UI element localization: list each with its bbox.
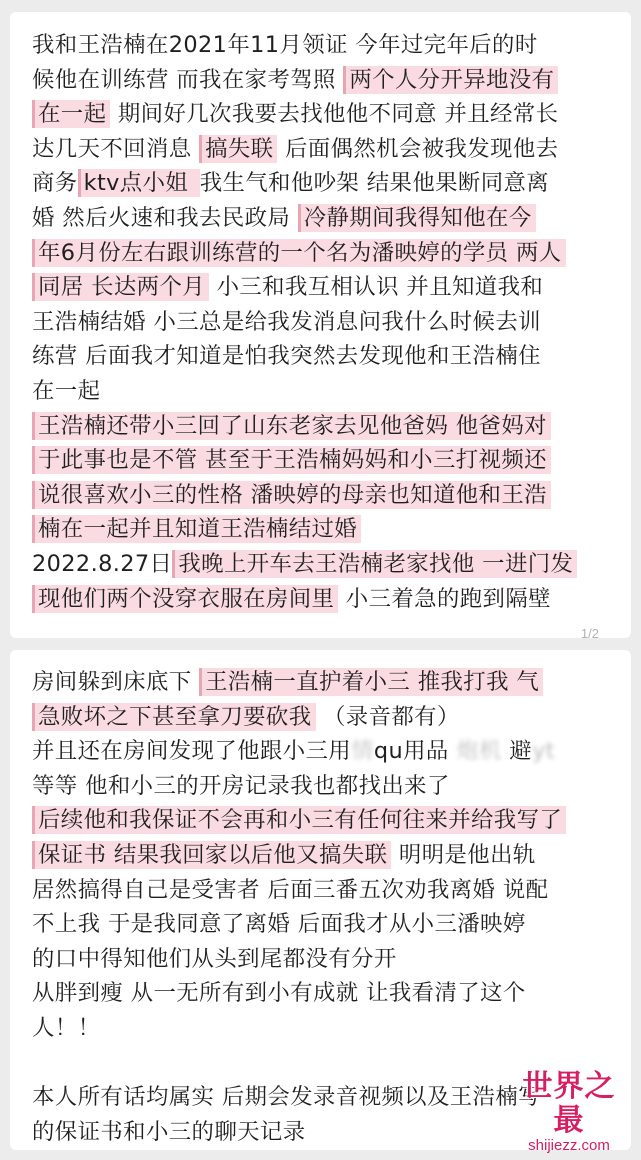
site-watermark [509, 1070, 629, 1154]
text-segment: 后面偶然机会被我发现他去 [277, 135, 559, 162]
text-segment: 等等 他和小三的开房记录我也都找出来了 [32, 772, 450, 799]
text-line [32, 30, 538, 60]
text-line [32, 445, 551, 475]
text-line [32, 978, 526, 1008]
text-line [32, 238, 566, 268]
highlighted-text: 楠在一起并且知道王浩楠结过婚 [32, 515, 361, 543]
text-segment: 期间好几次我要去找他他不同意 并且经常长 [110, 101, 559, 128]
text-line [32, 65, 558, 95]
text-line [32, 771, 450, 801]
message-card-1 [10, 12, 631, 641]
text-segment: 不上我 于是我同意了离婚 后面我才从小三潘映婷 [32, 911, 526, 938]
text-line [32, 667, 543, 697]
text-line [32, 944, 397, 974]
blurred-text: 炮机 [456, 738, 502, 765]
text-line [32, 307, 541, 337]
text-segment: 2022.8.27日 [32, 551, 173, 577]
text-segment: 并且还在房间发现了他跟小三用 [32, 738, 352, 765]
highlighted-text: 后续他和我保证不会再和小三有任何往来并给我写了 [32, 806, 566, 834]
text-segment: 本人所有话均属实 后期会发录音视频以及王浩楠写 [32, 1084, 541, 1111]
text-segment: 明明是他出轨 [391, 842, 536, 868]
highlighted-text: 在一起 [32, 100, 110, 128]
text-line [32, 805, 566, 835]
text-line [32, 99, 558, 129]
text-line [32, 1082, 541, 1112]
text-segment: 婚 然后火速和我去民政局 [32, 205, 298, 231]
page-indicator: 1/2 [580, 626, 599, 641]
text-segment: qu用品 [373, 738, 457, 765]
watermark-url: shijiezz.com [528, 1137, 610, 1154]
highlighted-text: 急败坏之下甚至拿刀要砍我 [32, 703, 316, 731]
text-segment: 居然搞得自己是受害者 后面三番五次劝我离婚 说配 [32, 876, 549, 903]
highlighted-text: 说很喜欢小三的性格 潘映婷的母亲也知道他和王浩 [32, 481, 551, 509]
highlighted-text: 于此事也是不管 甚至于王浩楠妈妈和小三打视频还 [32, 446, 551, 474]
blurred-text: yt [532, 738, 555, 765]
text-line [32, 584, 551, 614]
text-segment: 的保证书和小三的聊天记录 [32, 1118, 306, 1145]
text-line [32, 411, 551, 441]
text-segment: 我和王浩楠在2021年11月领证 今年过完年后的时 [32, 32, 538, 58]
text-line [32, 376, 100, 406]
text-line [32, 549, 577, 579]
text-segment: 的口中得知他们从头到尾都没有分开 [32, 945, 397, 972]
text-line [32, 168, 549, 198]
text-line [32, 341, 541, 371]
highlighted-text: 我晚上开车去王浩楠老家找他 一进门发 [172, 550, 577, 578]
text-segment: 在一起 [32, 378, 101, 404]
text-line [32, 840, 536, 870]
text-segment: 候他在训练营 而我在家考驾照 [32, 66, 344, 93]
highlighted-text: 王浩楠还带小三回了山东老家去见他爸妈 他爸妈对 [32, 412, 551, 440]
text-line [32, 514, 361, 544]
text-segment: 小三和我互相认识 并且知道我和 [209, 274, 544, 301]
text-line [32, 1013, 100, 1043]
text-line [32, 1117, 306, 1147]
text-segment: 人！！ [32, 1015, 101, 1041]
text-line [32, 875, 548, 905]
highlighted-text: 年6月份左右跟训练营的一个名为潘映婷的学员 两人 [32, 239, 566, 267]
text-segment: 达几天不回消息 [32, 135, 200, 162]
highlighted-text: 冷静期间我得知他在今 [298, 204, 536, 232]
highlighted-text: 保证书 结果我回家以后他又搞失联 [32, 841, 391, 869]
text-line [32, 134, 558, 164]
highlighted-text: 两个人分开异地没有 [343, 66, 558, 94]
text-segment: 王浩楠结婚 小三总是给我发消息问我什么时候去训 [32, 308, 541, 335]
text-segment: 从胖到瘦 从一无所有到小有成就 让我看清了这个 [32, 980, 526, 1007]
text-segment: 练营 后面我才知道是怕我突然去发现他和王浩楠住 [32, 343, 541, 370]
text-line [32, 203, 536, 233]
highlighted-text: ktv点小姐 [78, 169, 200, 197]
text-line [32, 480, 551, 510]
text-segment: （录音都有） [315, 703, 460, 730]
highlighted-text: 王浩楠一直护着小三 推我打我 气 [199, 668, 543, 696]
text-line [32, 272, 543, 302]
text-line [32, 736, 555, 766]
text-segment: 商务 [32, 170, 78, 197]
highlighted-text: 搞失联 [199, 135, 277, 163]
text-segment: 房间躲到床底下 [32, 669, 200, 695]
watermark-title: 世界之最 [522, 1069, 616, 1138]
text-line [32, 702, 460, 732]
text-segment: 避 [501, 738, 533, 765]
text-line [32, 909, 526, 939]
blurred-text: 情 [351, 738, 374, 765]
text-segment: 我生气和他吵架 结果他果断同意离 [199, 170, 550, 197]
text-segment: 小三着急的跑到隔壁 [338, 585, 551, 612]
highlighted-text: 同居 长达两个月 [32, 273, 209, 301]
highlighted-text: 现他们两个没穿衣服在房间里 [32, 585, 338, 613]
